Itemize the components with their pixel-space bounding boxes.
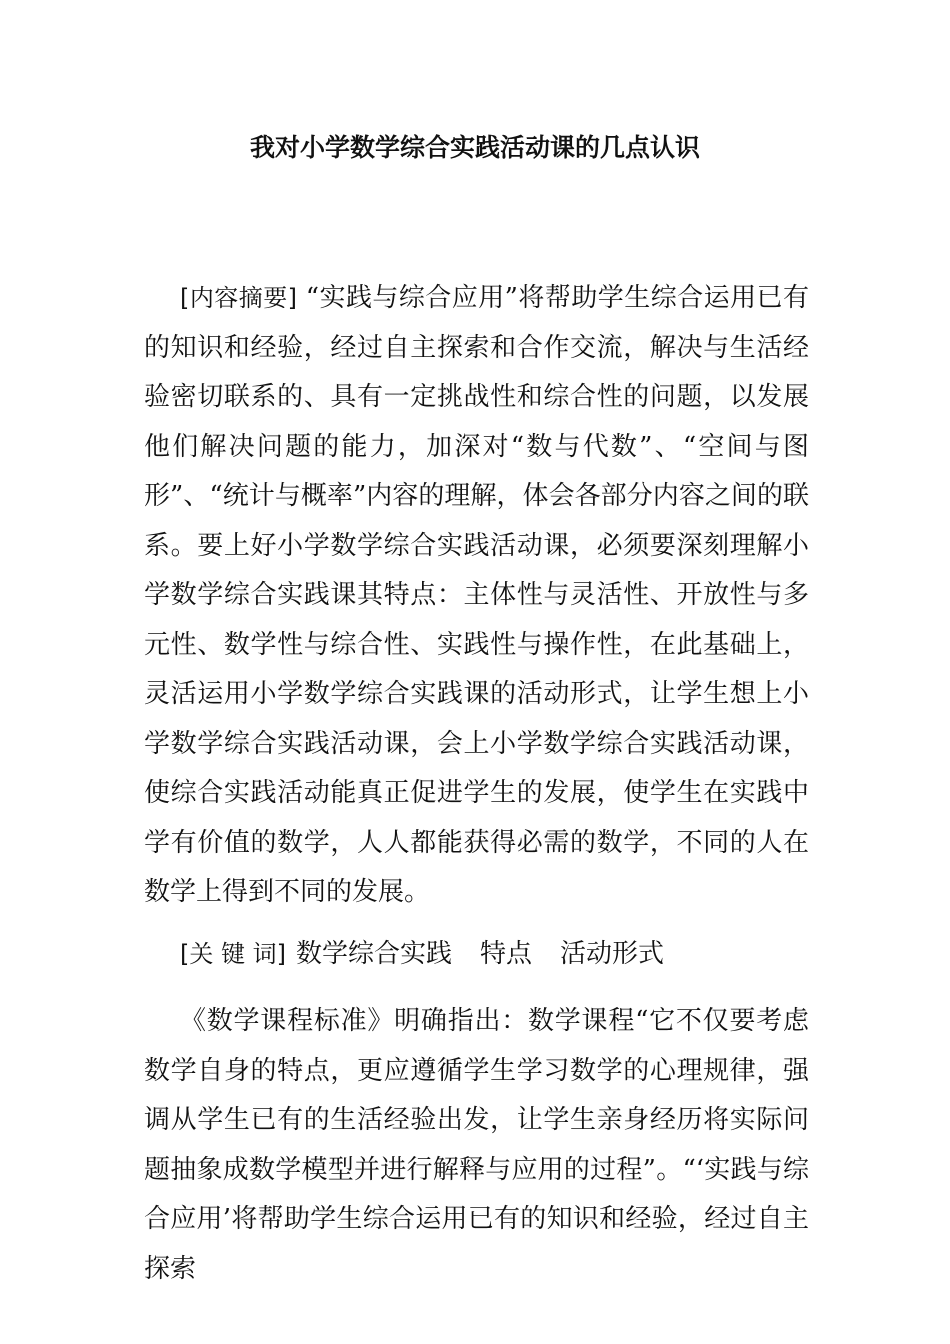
- keyword-term: 活动形式: [560, 938, 665, 969]
- abstract-label: [内容摘要]: [180, 284, 298, 312]
- abstract-text: “实践与综合应用”将帮助学生综合运用已有的知识和经验，经过自主探索和合作交流，解决与生活经验密切联系的、具有一定挑战性和综合性的问题，以发展他们解决问题的能力，加深对“数与代数”、“空间与图形”、“统计与概率”内容的理解，体会各部分内容之间的联系。要上好小学数学综合实践活动课，必须要深刻理解小学数学综合实践课其特点：主体性与灵活性、开放性与多元性、数学性与综合性、实践性与操作性，在此基础上，灵活运用小学数学综合实践课的活动形式，让学生想上小学数学综合实践活动课，会上小学数学综合实践活动课，使综合实践活动能真正促进学生的发展，使学生在实践中学有价值的数学，人人都能获得必需的数学，不同的人在数学上得到不同的发展。: [144, 283, 809, 907]
- keywords-label: [关 键 词]: [180, 939, 286, 968]
- abstract-paragraph: [144, 274, 809, 918]
- keyword-term: 数学综合实践: [295, 938, 452, 969]
- body-paragraph: 《数学课程标准》明确指出：数学课程“它不仅要考虑数学自身的特点，更应遵循学生学习数学的心理规律，强调从学生已有的生活经验出发，让学生亲身经历将实际问题抽象成数学模型并进行解释与应用的过程”。“‘实践与综合应用’将帮助学生综合运用已有的知识和经验，经过自主探索: [144, 1006, 809, 1284]
- keywords-paragraph: [144, 930, 809, 980]
- document-title: 我对小学数学综合实践活动课的几点认识: [249, 133, 700, 162]
- document-body: [144, 274, 809, 1294]
- keyword-term: 特点: [480, 938, 533, 969]
